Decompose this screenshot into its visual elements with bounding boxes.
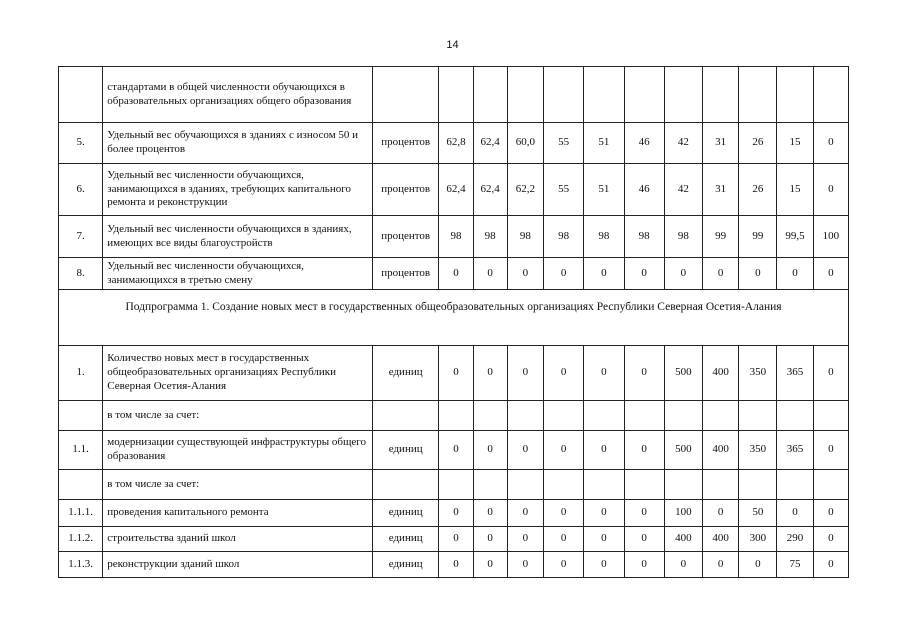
value-cell: 0 xyxy=(439,258,473,290)
value-cell: 0 xyxy=(473,431,507,470)
row-unit-cell: единиц xyxy=(372,500,438,527)
row-unit-cell: процентов xyxy=(372,216,438,258)
row-description-cell: в том числе за счет: xyxy=(103,470,373,500)
row-number-cell: 7. xyxy=(59,216,103,258)
value-cell xyxy=(777,470,813,500)
subprogram-title: Подпрограмма 1. Создание новых мест в государственных общеобразовательных организациях Республики Северная Осетия-Алания xyxy=(59,290,849,346)
value-cell: 500 xyxy=(664,431,702,470)
value-cell: 0 xyxy=(544,346,584,401)
row-unit-cell: единиц xyxy=(372,346,438,401)
value-cell: 0 xyxy=(439,527,473,552)
table-row xyxy=(59,552,849,578)
value-cell: 26 xyxy=(739,164,777,216)
value-cell: 400 xyxy=(702,346,738,401)
row-number-cell: 1.1. xyxy=(59,431,103,470)
row-unit-cell xyxy=(372,401,438,431)
row-number-cell: 1.1.3. xyxy=(59,552,103,578)
value-cell: 98 xyxy=(664,216,702,258)
value-cell: 0 xyxy=(544,500,584,527)
value-cell: 0 xyxy=(813,164,848,216)
value-cell: 0 xyxy=(624,552,664,578)
value-cell: 46 xyxy=(624,164,664,216)
value-cell: 50 xyxy=(739,500,777,527)
value-cell xyxy=(813,67,848,123)
value-cell: 0 xyxy=(624,346,664,401)
value-cell: 0 xyxy=(507,346,543,401)
subprogram-row xyxy=(59,290,849,346)
value-cell xyxy=(702,401,738,431)
row-description-cell: Удельный вес обучающихся в зданиях с износом 50 и более процентов xyxy=(103,123,373,164)
value-cell: 51 xyxy=(584,123,624,164)
table-row xyxy=(59,401,849,431)
value-cell: 100 xyxy=(664,500,702,527)
table-row xyxy=(59,500,849,527)
value-cell xyxy=(473,470,507,500)
row-unit-cell: процентов xyxy=(372,258,438,290)
value-cell: 0 xyxy=(584,500,624,527)
row-unit-cell: единиц xyxy=(372,431,438,470)
value-cell: 15 xyxy=(777,123,813,164)
table-row xyxy=(59,164,849,216)
table-row xyxy=(59,258,849,290)
row-description-cell: Удельный вес численности обучающихся, занимающихся в зданиях, требующих капитального ремонта и реконструкции xyxy=(103,164,373,216)
value-cell: 62,4 xyxy=(473,123,507,164)
value-cell: 500 xyxy=(664,346,702,401)
value-cell: 0 xyxy=(813,346,848,401)
value-cell: 98 xyxy=(439,216,473,258)
value-cell: 0 xyxy=(813,527,848,552)
row-description-cell: Количество новых мест в государственных общеобразовательных организациях Республики Северная Осетия-Алания xyxy=(103,346,373,401)
value-cell: 51 xyxy=(584,164,624,216)
table-row xyxy=(59,527,849,552)
value-cell xyxy=(739,401,777,431)
row-description-cell: реконструкции зданий школ xyxy=(103,552,373,578)
value-cell: 0 xyxy=(544,552,584,578)
value-cell xyxy=(473,401,507,431)
value-cell: 0 xyxy=(584,552,624,578)
value-cell xyxy=(507,401,543,431)
value-cell: 62,4 xyxy=(473,164,507,216)
row-number-cell: 1.1.2. xyxy=(59,527,103,552)
row-description-cell: в том числе за счет: xyxy=(103,401,373,431)
value-cell: 0 xyxy=(813,123,848,164)
value-cell: 0 xyxy=(813,258,848,290)
table-row xyxy=(59,216,849,258)
value-cell: 290 xyxy=(777,527,813,552)
value-cell: 31 xyxy=(702,123,738,164)
value-cell: 400 xyxy=(702,527,738,552)
value-cell xyxy=(739,67,777,123)
value-cell: 0 xyxy=(439,346,473,401)
page-number: 14 xyxy=(446,39,459,51)
row-description-cell: модернизации существующей инфраструктуры общего образования xyxy=(103,431,373,470)
value-cell xyxy=(777,67,813,123)
value-cell: 0 xyxy=(584,258,624,290)
row-number-cell: 6. xyxy=(59,164,103,216)
value-cell xyxy=(624,401,664,431)
value-cell: 350 xyxy=(739,431,777,470)
row-unit-cell: процентов xyxy=(372,164,438,216)
value-cell xyxy=(439,401,473,431)
value-cell: 98 xyxy=(584,216,624,258)
row-unit-cell: единиц xyxy=(372,527,438,552)
value-cell: 0 xyxy=(473,527,507,552)
value-cell: 0 xyxy=(507,258,543,290)
value-cell: 400 xyxy=(664,527,702,552)
value-cell: 0 xyxy=(439,552,473,578)
row-number-cell xyxy=(59,401,103,431)
row-number-cell xyxy=(59,67,103,123)
row-description-cell: строительства зданий школ xyxy=(103,527,373,552)
row-number-cell: 5. xyxy=(59,123,103,164)
value-cell: 26 xyxy=(739,123,777,164)
value-cell: 62,8 xyxy=(439,123,473,164)
value-cell: 0 xyxy=(813,500,848,527)
value-cell: 99 xyxy=(702,216,738,258)
row-number-cell: 8. xyxy=(59,258,103,290)
row-description-cell: Удельный вес численности обучающихся, занимающихся в третью смену xyxy=(103,258,373,290)
value-cell xyxy=(813,401,848,431)
value-cell: 0 xyxy=(584,346,624,401)
value-cell: 400 xyxy=(702,431,738,470)
value-cell: 0 xyxy=(473,346,507,401)
row-number-cell: 1. xyxy=(59,346,103,401)
value-cell: 0 xyxy=(507,527,543,552)
value-cell: 55 xyxy=(544,123,584,164)
value-cell: 0 xyxy=(584,431,624,470)
value-cell: 365 xyxy=(777,346,813,401)
value-cell: 0 xyxy=(507,431,543,470)
row-description-cell: стандартами в общей численности обучающихся в образовательных организациях общего образования xyxy=(103,67,373,123)
row-description-cell: Удельный вес численности обучающихся в зданиях, имеющих все виды благоустройств xyxy=(103,216,373,258)
value-cell: 0 xyxy=(702,552,738,578)
value-cell: 0 xyxy=(739,552,777,578)
value-cell xyxy=(739,470,777,500)
value-cell: 98 xyxy=(624,216,664,258)
value-cell: 0 xyxy=(664,552,702,578)
value-cell xyxy=(544,401,584,431)
value-cell: 0 xyxy=(584,527,624,552)
row-number-cell xyxy=(59,470,103,500)
value-cell: 0 xyxy=(544,258,584,290)
value-cell: 0 xyxy=(624,500,664,527)
value-cell xyxy=(439,470,473,500)
value-cell xyxy=(439,67,473,123)
value-cell xyxy=(507,67,543,123)
value-cell: 0 xyxy=(473,258,507,290)
value-cell xyxy=(507,470,543,500)
value-cell xyxy=(813,470,848,500)
value-cell: 98 xyxy=(473,216,507,258)
value-cell: 75 xyxy=(777,552,813,578)
value-cell xyxy=(664,401,702,431)
value-cell: 0 xyxy=(624,258,664,290)
value-cell: 365 xyxy=(777,431,813,470)
value-cell xyxy=(664,67,702,123)
value-cell: 0 xyxy=(777,500,813,527)
value-cell: 0 xyxy=(439,500,473,527)
value-cell: 0 xyxy=(439,431,473,470)
row-unit-cell: единиц xyxy=(372,552,438,578)
value-cell: 0 xyxy=(507,500,543,527)
value-cell: 0 xyxy=(702,500,738,527)
row-unit-cell xyxy=(372,67,438,123)
table-row xyxy=(59,346,849,401)
value-cell: 62,2 xyxy=(507,164,543,216)
value-cell: 0 xyxy=(544,431,584,470)
row-number-cell: 1.1.1. xyxy=(59,500,103,527)
value-cell xyxy=(624,470,664,500)
value-cell: 0 xyxy=(624,431,664,470)
value-cell xyxy=(584,401,624,431)
value-cell xyxy=(473,67,507,123)
value-cell xyxy=(544,67,584,123)
value-cell xyxy=(584,67,624,123)
table-row xyxy=(59,123,849,164)
row-unit-cell xyxy=(372,470,438,500)
value-cell: 0 xyxy=(624,527,664,552)
value-cell: 55 xyxy=(544,164,584,216)
table-row xyxy=(59,470,849,500)
value-cell: 15 xyxy=(777,164,813,216)
value-cell xyxy=(624,67,664,123)
value-cell: 0 xyxy=(544,527,584,552)
indicators-table xyxy=(58,66,849,578)
row-description-cell: проведения капитального ремонта xyxy=(103,500,373,527)
value-cell: 0 xyxy=(507,552,543,578)
value-cell: 0 xyxy=(473,500,507,527)
value-cell xyxy=(664,470,702,500)
value-cell: 300 xyxy=(739,527,777,552)
value-cell: 0 xyxy=(813,431,848,470)
value-cell: 62,4 xyxy=(439,164,473,216)
value-cell: 98 xyxy=(507,216,543,258)
value-cell: 0 xyxy=(777,258,813,290)
value-cell xyxy=(777,401,813,431)
row-unit-cell: процентов xyxy=(372,123,438,164)
value-cell: 46 xyxy=(624,123,664,164)
table-row xyxy=(59,67,849,123)
value-cell: 60,0 xyxy=(507,123,543,164)
value-cell: 42 xyxy=(664,164,702,216)
value-cell: 99 xyxy=(739,216,777,258)
value-cell: 0 xyxy=(473,552,507,578)
value-cell: 350 xyxy=(739,346,777,401)
value-cell: 0 xyxy=(739,258,777,290)
value-cell xyxy=(584,470,624,500)
value-cell: 0 xyxy=(702,258,738,290)
value-cell: 42 xyxy=(664,123,702,164)
table-row xyxy=(59,431,849,470)
value-cell: 0 xyxy=(813,552,848,578)
value-cell xyxy=(544,470,584,500)
value-cell xyxy=(702,67,738,123)
value-cell: 0 xyxy=(664,258,702,290)
value-cell: 100 xyxy=(813,216,848,258)
value-cell xyxy=(702,470,738,500)
value-cell: 31 xyxy=(702,164,738,216)
value-cell: 99,5 xyxy=(777,216,813,258)
value-cell: 98 xyxy=(544,216,584,258)
